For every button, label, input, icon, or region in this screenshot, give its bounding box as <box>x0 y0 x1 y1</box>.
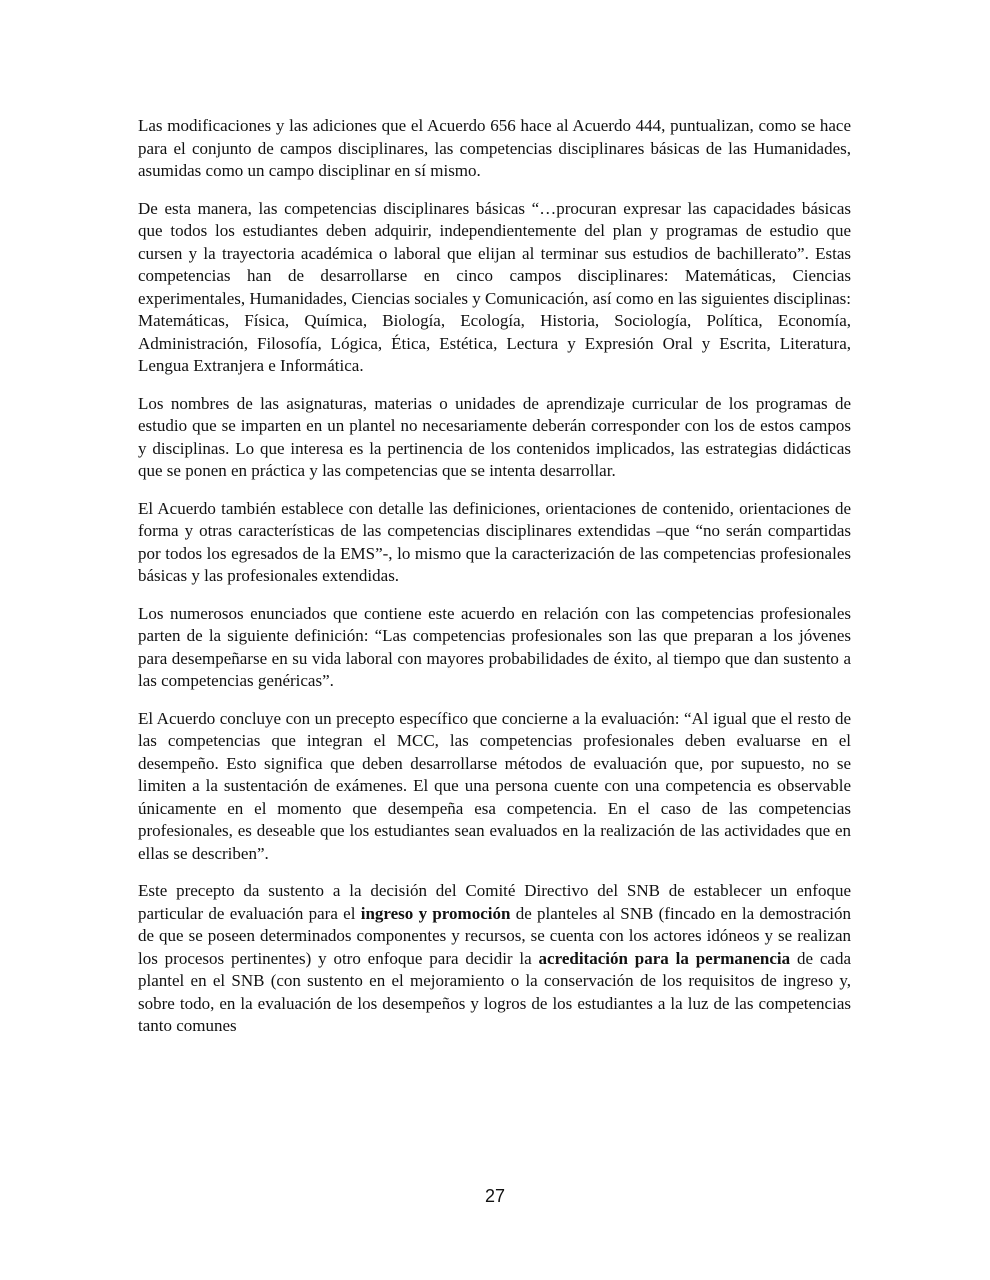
paragraph-4: El Acuerdo también establece con detalle las definiciones, orientaciones de contenido, orientaciones de forma y otras características de las competencias disciplinares extendidas –que “no serán compartidas por todos los egresados de la EMS”-, lo mismo que la caracterización de las competencias profesionales básicas y las profesionales extendidas. <box>138 498 851 585</box>
page-number: 27 <box>484 1186 506 1206</box>
paragraph-7 <box>138 880 851 1038</box>
paragraph-5: Los numerosos enunciados que contiene este acuerdo en relación con las competencias profesionales parten de la siguiente definición: “Las competencias profesionales son las que preparan a los jóvenes para desempeñarse en su vida laboral con mayores probabilidades de éxito, al tiempo que dan sustento a las competencias genéricas”. <box>138 603 851 690</box>
paragraph-3: Los nombres de las asignaturas, materias o unidades de aprendizaje curricular de los programas de estudio que se imparten en un plantel no necesariamente deberán corresponder con los de estos campos y disciplinas. Lo que interesa es la pertinencia de los contenidos implicados, las estrategias didácticas que se ponen en práctica y las competencias que se intenta desarrollar. <box>138 393 851 480</box>
paragraph-7-text-1: Este precepto da sustento a la decisión del Comité Directivo del SNB de establecer un enfoque particular de evaluación para el <box>138 881 851 923</box>
bold-acreditacion-permanencia: acreditación para la permanencia <box>538 948 791 968</box>
bold-ingreso-promocion: ingreso y promoción <box>360 903 511 923</box>
paragraph-7-text-3: de cada plantel en el SNB (con sustento en el mejoramiento o la conservación de los requisitos de ingreso y, sobre todo, en la evaluación de los desempeños y logros de los estudiantes a la luz de las competencias tanto comunes <box>138 948 852 1035</box>
paragraph-1: Las modificaciones y las adiciones que el Acuerdo 656 hace al Acuerdo 444, puntualizan, como se hace para el conjunto de campos disciplinares, las competencias disciplinares básicas de las Humanidades, asumidas como un campo disciplinar en sí mismo. <box>138 116 851 180</box>
document-body <box>138 115 851 1038</box>
paragraph-7-text-2: de planteles al SNB (fincado en la demostración de que se poseen determinados componentes y recursos, se cuenta con los actores idóneos y se realizan los procesos pertinentes) y otro enfoque para decidir la <box>138 903 852 968</box>
paragraph-6: El Acuerdo concluye con un precepto específico que concierne a la evaluación: “Al igual que el resto de las competencias que integran el MCC, las competencias profesionales deben evaluarse en el desempeño. Esto significa que deben desarrollarse métodos de evaluación que, por supuesto, no se limiten a la sustentación de exámenes. El que una persona cuente con una competencia es observable únicamente en el momento que desempeña esa competencia. En el caso de las competencias profesionales, es deseable que los estudiantes sean evaluados en la realización de las actividades que en ellas se describen”. <box>138 708 851 863</box>
paragraph-2: De esta manera, las competencias disciplinares básicas “…procuran expresar las capacidades básicas que todos los estudiantes deben adquirir, independientemente del plan y programas de estudio que cursen y la trayectoria académica o laboral que elijan al terminar sus estudios de bachillerato”. Estas competencias han de desarrollarse en cinco campos disciplinares: Matemáticas, Ciencias experimentales, Humanidades, Ciencias sociales y Comunicación, así como en las siguientes disciplinas: Matemáticas, Física, Química, Biología, Ecología, Historia, Sociología, Política, Economía, Administración, Filosofía, Lógica, Ética, Estética, Lectura y Expresión Oral y Escrita, Literatura, Lengua Extranjera e Informática. <box>138 198 851 375</box>
